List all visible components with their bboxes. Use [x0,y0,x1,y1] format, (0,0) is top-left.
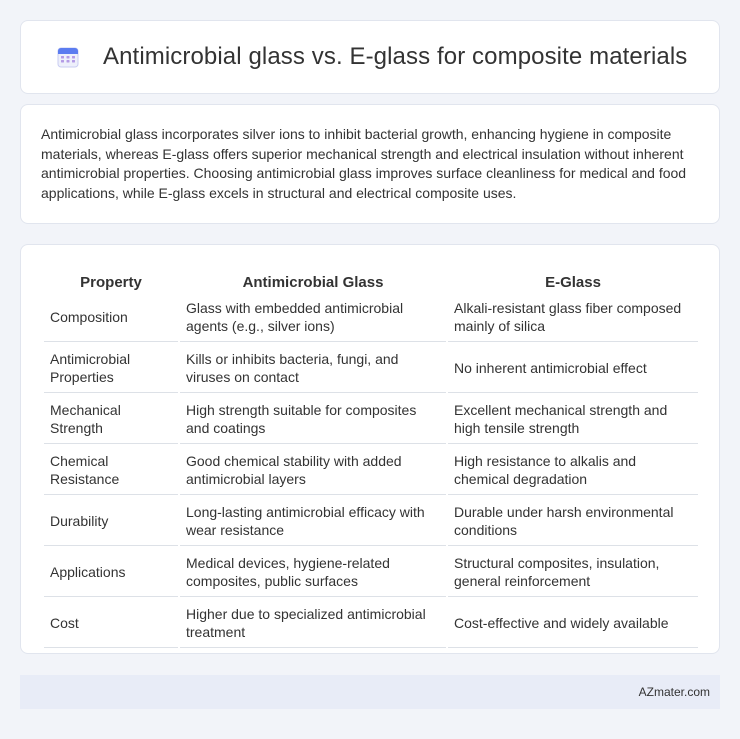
table-row [44,497,698,546]
header-property: Property [80,274,142,291]
row-antimicrobial-value: Higher due to specialized antimicrobial treatment [180,599,446,648]
row-e-glass-value: No inherent antimicrobial effect [448,344,698,393]
row-property: Antimicrobial Properties [44,344,178,393]
row-property: Mechanical Strength [44,395,178,444]
table-row [44,599,698,648]
calendar-icon [55,44,81,70]
row-e-glass-value: Cost-effective and widely available [448,599,698,648]
row-e-glass-value: Alkali-resistant glass fiber composed mainly of silica [448,293,698,342]
description-text: Antimicrobial glass incorporates silver ions to inhibit bacterial growth, enhancing hygiene in composite materials, whereas E-glass offers superior mechanical strength and electrical insulation without inherent antimicrobial properties. Choosing antimicrobial glass improves surface cleanliness for medical and food applications, while E-glass excels in structural and electrical composite uses. [41,126,687,201]
footer-brand: AZmater.com [638,685,710,699]
row-antimicrobial-value: Long-lasting antimicrobial efficacy with wear resistance [180,497,446,546]
header-e-glass: E-Glass [545,274,601,291]
row-antimicrobial-value: Medical devices, hygiene-related composites, public surfaces [180,548,446,597]
comparison-table-card [20,244,720,654]
row-e-glass-value: Excellent mechanical strength and high tensile strength [448,395,698,444]
table-row [44,548,698,597]
table-row [44,446,698,495]
row-property: Cost [44,599,178,648]
title-card [20,20,720,94]
row-property: Chemical Resistance [44,446,178,495]
row-antimicrobial-value: Glass with embedded antimicrobial agents (e.g., silver ions) [180,293,446,342]
row-property: Applications [44,548,178,597]
comparison-table [42,265,700,650]
row-e-glass-value: Durable under harsh environmental conditions [448,497,698,546]
row-e-glass-value: Structural composites, insulation, general reinforcement [448,548,698,597]
row-antimicrobial-value: Kills or inhibits bacteria, fungi, and viruses on contact [180,344,446,393]
row-antimicrobial-value: High strength suitable for composites and coatings [180,395,446,444]
table-row [44,344,698,393]
row-e-glass-value: High resistance to alkalis and chemical degradation [448,446,698,495]
table-row [44,293,698,342]
table-header-row [44,267,698,291]
page-title: Antimicrobial glass vs. E-glass for composite materials [103,43,688,70]
row-antimicrobial-value: Good chemical stability with added antimicrobial layers [180,446,446,495]
description-card [20,104,720,224]
header-antimicrobial-glass: Antimicrobial Glass [242,274,384,291]
table-row [44,395,698,444]
row-property: Durability [44,497,178,546]
row-property: Composition [44,293,178,342]
footer [20,675,720,709]
